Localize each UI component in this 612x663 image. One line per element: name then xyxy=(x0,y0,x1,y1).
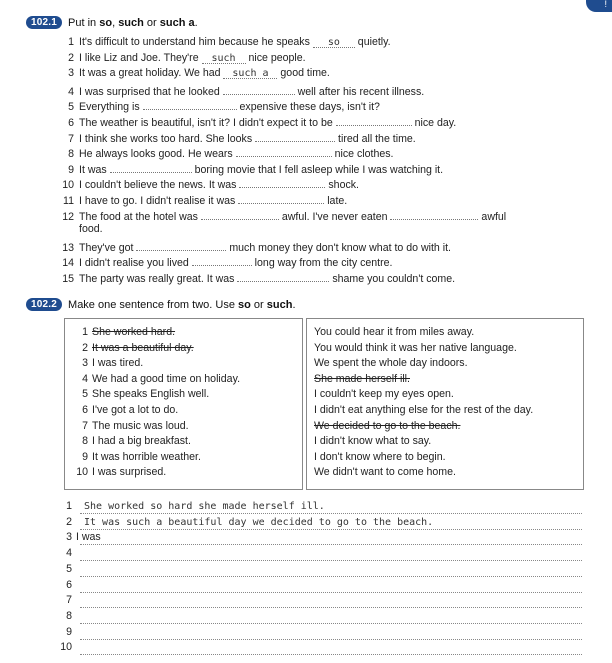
question-text-after: tired all the time. xyxy=(335,132,416,145)
answer-number: 6 xyxy=(66,578,72,591)
sentence-text: I was surprised. xyxy=(92,466,167,479)
sentence-number: 5 xyxy=(82,388,88,401)
sentence-number: 2 xyxy=(82,341,88,354)
question-text-after: awful xyxy=(478,210,507,223)
answer-number: 7 xyxy=(66,594,72,607)
sentence-text: The music was loud. xyxy=(92,419,189,432)
answer-rule xyxy=(80,576,582,577)
question-number: 4 xyxy=(68,85,74,98)
question-row xyxy=(56,192,592,207)
question-row xyxy=(56,130,592,145)
answer-rule xyxy=(80,592,582,593)
left-sentence xyxy=(75,388,209,402)
handwritten-sentence: It was such a beautiful day we decided to go to the beach. xyxy=(84,516,434,528)
question-row xyxy=(56,52,592,67)
question-text-before: The party was really great. It was xyxy=(79,273,238,285)
handwritten-answer: such xyxy=(211,52,236,64)
answer-blank[interactable] xyxy=(136,239,226,251)
question-text-before: It was a great holiday. We had xyxy=(79,67,224,80)
right-sentence xyxy=(314,388,454,402)
question-text-before: He always looks good. He wears xyxy=(79,148,236,161)
question-text-after: shock. xyxy=(325,179,359,192)
question-text-after: boring movie that I fell asleep while I was watching it. xyxy=(191,163,444,176)
question-number: 6 xyxy=(68,117,74,129)
question-text-after: quietly. xyxy=(354,36,391,48)
right-sentence xyxy=(314,466,456,480)
question-text-before: Everything is xyxy=(79,101,143,114)
answer-number: 2 xyxy=(66,515,72,528)
question-number: 2 xyxy=(68,51,74,64)
sentence-text: I've got a lot to do. xyxy=(92,404,179,416)
question-text-before: I have to go. I didn't realise it was xyxy=(79,195,239,207)
answer-number: 9 xyxy=(66,625,72,638)
question-text-before: It's difficult to understand him because he speaks xyxy=(79,36,313,48)
left-sentence xyxy=(75,404,178,418)
sentence-text: We spent the whole day indoors. xyxy=(314,357,468,370)
question-text-after: much money they don't know what to do with it. xyxy=(226,241,451,254)
answer-number: 5 xyxy=(66,562,72,575)
exercise-1-header xyxy=(26,16,198,29)
question-text-before: I was surprised that he looked xyxy=(79,85,223,98)
sentence-box-right xyxy=(306,318,584,490)
answer-blank[interactable] xyxy=(202,52,246,64)
left-sentence xyxy=(75,435,191,449)
sentence-number: 10 xyxy=(76,466,88,479)
question-text-after: shame you couldn't come. xyxy=(329,273,456,285)
question-text-after: well after his recent illness. xyxy=(294,85,425,98)
answer-blank[interactable] xyxy=(192,254,252,266)
sentence-number: 9 xyxy=(82,450,88,463)
question-number: 10 xyxy=(62,179,74,192)
question-text-after: nice day. xyxy=(411,117,457,129)
answer-blank[interactable] xyxy=(143,98,237,110)
answer-line[interactable] xyxy=(56,641,582,657)
sentence-text: I was tired. xyxy=(92,357,144,370)
left-sentence xyxy=(75,342,194,356)
question-row xyxy=(56,239,592,254)
answer-line[interactable] xyxy=(56,547,582,563)
right-sentence xyxy=(314,451,446,465)
exercise-2-number: 102.2 xyxy=(26,298,62,311)
right-sentence xyxy=(314,404,533,418)
sentence-text: I don't know where to begin. xyxy=(314,450,446,463)
answer-line[interactable] xyxy=(56,579,582,595)
answer-line[interactable] xyxy=(56,500,582,516)
question-row xyxy=(56,176,592,191)
handwritten-answer: so xyxy=(327,37,340,48)
page-corner-tab: ! xyxy=(586,0,612,12)
answer-rule xyxy=(80,544,582,545)
sentence-text: I didn't eat anything else for the rest of the day. xyxy=(314,404,534,416)
question-text-after: awful. I've never eaten xyxy=(278,210,388,223)
answer-rule xyxy=(80,529,582,530)
answer-number: 3 xyxy=(66,531,72,544)
question-row xyxy=(56,145,592,160)
question-number: 11 xyxy=(63,195,74,207)
exercise-2-instruction: Make one sentence from two. Use so or such. xyxy=(68,298,296,311)
sentence-text: We had a good time on holiday. xyxy=(92,372,241,385)
sentence-number: 3 xyxy=(82,357,88,370)
sentence-text: You would think it was her native language. xyxy=(314,341,517,354)
question-text-before: I couldn't believe the news. It was xyxy=(79,179,240,192)
question-row xyxy=(56,67,592,82)
sentence-number: 7 xyxy=(82,419,88,432)
question-number: 9 xyxy=(68,163,74,176)
answer-rule xyxy=(80,560,582,561)
sentence-number: 1 xyxy=(82,326,88,338)
sentence-box-left xyxy=(64,318,303,490)
answer-number: 10 xyxy=(60,641,72,654)
question-text-before: It was xyxy=(79,163,110,176)
exercise-1-instruction: Put in so, such or such a. xyxy=(68,16,198,29)
answer-rule xyxy=(80,623,582,624)
answer-blank[interactable] xyxy=(110,161,192,173)
answer-line[interactable] xyxy=(56,563,582,579)
answer-blank[interactable] xyxy=(236,145,332,157)
question-row xyxy=(56,83,592,98)
left-sentence xyxy=(75,451,201,465)
answer-blank[interactable] xyxy=(255,130,335,142)
question-text-before: The weather is beautiful, isn't it? I didn't expect it to be xyxy=(79,117,336,129)
sentence-text: We decided to go to the beach. xyxy=(314,419,461,432)
sentence-text: I couldn't keep my eyes open. xyxy=(314,388,454,401)
answer-line[interactable] xyxy=(56,626,582,642)
answer-blank[interactable] xyxy=(223,67,277,79)
question-number: 14 xyxy=(62,257,74,270)
answer-line[interactable] xyxy=(56,516,582,532)
answer-number: 4 xyxy=(66,547,72,560)
question-number: 5 xyxy=(68,101,74,114)
right-sentence xyxy=(314,357,468,371)
right-sentence xyxy=(314,420,460,434)
left-sentence xyxy=(75,466,166,480)
right-sentence xyxy=(314,435,431,449)
question-text-before: I like Liz and Joe. They're xyxy=(79,51,202,64)
left-sentence xyxy=(75,373,240,387)
sentence-text: She made herself ill. xyxy=(314,372,410,385)
question-text-before: I think she works too hard. She looks xyxy=(79,132,256,145)
question-number: 12 xyxy=(62,210,74,223)
answer-blank[interactable] xyxy=(238,192,324,204)
question-number: 13 xyxy=(62,241,74,254)
question-number: 15 xyxy=(62,273,74,285)
answer-blank[interactable] xyxy=(223,83,295,95)
question-text-before: The food at the hotel was xyxy=(79,210,201,223)
sentence-text: We didn't want to come home. xyxy=(314,466,456,479)
left-sentence xyxy=(75,357,143,371)
question-row xyxy=(56,208,592,223)
question-text-after: late. xyxy=(324,195,348,207)
exercise-1-number: 102.1 xyxy=(26,16,62,29)
question-text-after: nice clothes. xyxy=(331,148,394,161)
sentence-number: 4 xyxy=(82,372,88,385)
left-sentence xyxy=(75,326,175,340)
question-text-before: I didn't realise you lived xyxy=(79,257,192,270)
answer-blank[interactable] xyxy=(201,208,279,220)
question-number: 7 xyxy=(68,132,74,145)
question-text-after: good time. xyxy=(277,67,330,80)
right-sentence xyxy=(314,326,474,340)
sentence-text: It was a beautiful day. xyxy=(92,341,194,354)
sentence-text: It was horrible weather. xyxy=(92,450,201,463)
answer-number: 1 xyxy=(66,500,72,512)
question-number: 3 xyxy=(68,67,74,80)
answer-rule xyxy=(80,654,582,655)
answer-blank[interactable] xyxy=(313,36,355,48)
question-text-after: long way from the city centre. xyxy=(251,257,393,270)
answer-blank[interactable] xyxy=(336,114,412,126)
answer-prompt: I was xyxy=(76,531,101,544)
question-number: 8 xyxy=(68,148,74,161)
question-row xyxy=(56,270,592,285)
answer-line[interactable] xyxy=(56,531,582,547)
question-text-before: They've got xyxy=(79,241,137,254)
question-text-after: expensive these days, isn't it? xyxy=(236,101,380,114)
answer-rule xyxy=(80,513,582,514)
exercise-2-header xyxy=(26,298,296,311)
answer-rule xyxy=(80,607,582,608)
question-row xyxy=(56,161,592,176)
sentence-text: I didn't know what to say. xyxy=(314,435,432,448)
answer-number: 8 xyxy=(66,609,72,622)
answer-blank[interactable] xyxy=(237,270,329,282)
handwritten-answer: such a xyxy=(232,68,269,80)
question-row xyxy=(56,36,592,51)
question-text-after: nice people. xyxy=(245,51,306,64)
sentence-text: She speaks English well. xyxy=(92,388,210,401)
question-row xyxy=(56,114,592,129)
sentence-number: 8 xyxy=(82,435,88,448)
handwritten-sentence: She worked so hard she made herself ill. xyxy=(84,501,325,512)
sentence-number: 6 xyxy=(82,404,88,416)
question-number: 1 xyxy=(68,36,74,48)
question-continuation: food. xyxy=(79,223,103,236)
answer-blank[interactable] xyxy=(239,176,325,188)
question-row xyxy=(56,254,592,269)
answer-rule xyxy=(80,639,582,640)
sentence-text: She worked hard. xyxy=(92,326,176,338)
question-row xyxy=(56,98,592,113)
sentence-text: You could hear it from miles away. xyxy=(314,326,475,338)
right-sentence xyxy=(314,373,410,387)
answer-line[interactable] xyxy=(56,594,582,610)
right-sentence xyxy=(314,342,517,356)
answer-blank[interactable] xyxy=(390,208,478,220)
answer-line[interactable] xyxy=(56,610,582,626)
left-sentence xyxy=(75,420,189,434)
sentence-text: I had a big breakfast. xyxy=(92,435,191,448)
